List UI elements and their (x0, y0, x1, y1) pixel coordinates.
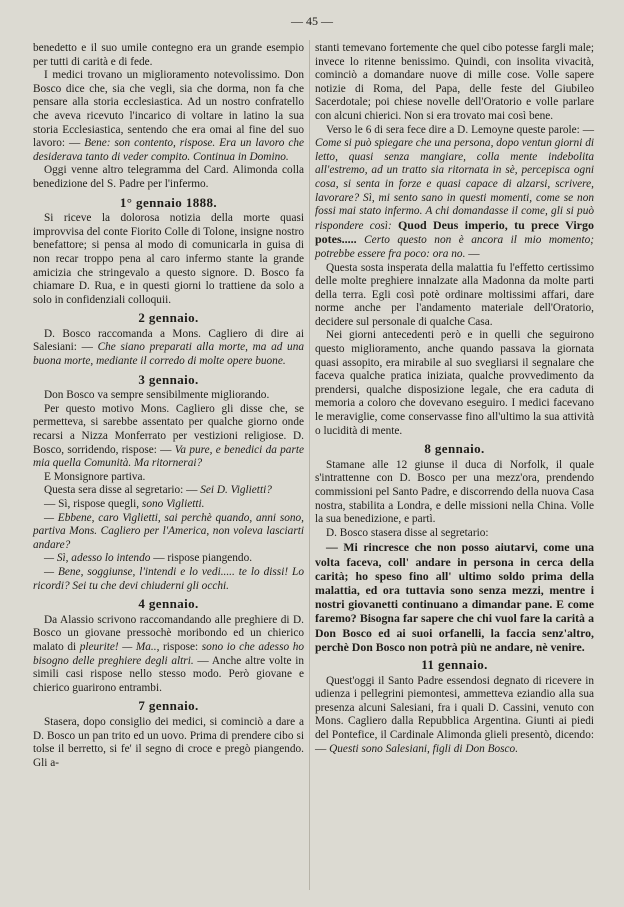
paragraph: D. Bosco stasera disse al segretario: (326, 526, 489, 539)
date-heading: 3 gennaio. (138, 371, 199, 387)
date-heading: 1° gennaio 1888. (119, 194, 218, 210)
paragraph: Questa sosta insperata della malattia fu l'effetto certissimo delle molte preghiere innalzate alla Madonna da molte parti della terra. Egli così potè ordinare moltissimi affari, dare norme anche per l'andamento materiale dell'Oratorio, decidere sul personale di qualche Casa. (315, 261, 594, 328)
paragraph: — Sì, rispose quegli, sono Viglietti. (44, 498, 205, 510)
right-column (315, 42, 594, 756)
left-column (33, 42, 304, 770)
date-heading: 8 gennaio. (424, 441, 485, 457)
page-number: — 45 — (291, 14, 333, 28)
paragraph: Stasera, dopo consiglio dei medici, si cominciò a dare a D. Bosco un pan trito ed un uovo. Prima di prendere cibo si tolse il berretto, si fe' il segno di croce e pregò piangendo. Gli a- (33, 715, 304, 769)
paragraph: — Mi rincresce che non posso aiutarvi, come una volta faceva, coll' andare in persona in cerca della carità; ho speso fino all' ultimo soldo prima della malattia, ed ora tuttavia sono senza mezzi, mentre i nostri giovanetti continuano a dimandar pane. E come faremo? Bisogna far sapere che chi vuol fare la carità a Don Bosco ed ai suoi orfanelli, la faccia senz'altro, perchè Don Bosco non potrà più ne andare, nè venire. (315, 540, 594, 654)
paragraph: stanti temevano fortemente che quel cibo potesse fargli male; invece lo ritenne benissimo. Quindi, con insolita vivacità, cominciò a domandare nuove di mille cose. Volle sapere notizie di Roma, del Papa, delle feste del Giubileo Sacerdotale; poi chiese novelle dell'Oratorio e volle parlare con alcuni chierici. Non si era trovato mai così bene. (315, 42, 594, 122)
paragraph: Quest'oggi il Santo Padre essendosi degnato di ricevere in udienza i pellegrini piemontesi, ammetteva eziandio alla sua presenza alcuni Salesiani, fra i quali D. Cassini, venuto con Mons. Cagliero dalla Repubblica Argentina. Giunti ai piedi del Pontefice, il Cardinale Alimonda glieli presentò, dicendo: — Questi sono Salesiani, figli di Don Bosco. (315, 674, 594, 755)
date-heading: 11 gennaio. (421, 657, 488, 672)
paragraph: D. Bosco raccomanda a Mons. Cagliero di dire ai Salesiani: — Che siano preparati alla morte, ma ad una buona morte, mediante il corredo di molte opere buone. (33, 327, 305, 368)
paragraph: — Ebbene, caro Viglietti, sai perchè quando, anni sono, partiva Mons. Cagliero per l'America, non voleva lasciarti andare? (33, 511, 304, 551)
paragraph: Da Alassio scrivono raccomandando alle preghiere di D. Bosco un giovane pressochè moribondo ed un chierico malato di pleurite! — Ma.., rispose: sono io che adesso ho bisogno delle preghiere degli altri. — Anche altre volte in simili casi rispose nello stesso modo. Però giovane e chierico guarirono entrambi. (33, 613, 305, 694)
date-heading: 4 gennaio. (138, 596, 199, 612)
paragraph: — Bene, soggiunse, l'intendi e lo vedi..... te lo dissi! Lo ricordi? Sei tu che devi chiuderni gli occhi. (33, 565, 304, 592)
paragraph: benedetto e il suo umile contegno era un grande esempio per tutti di carità e di fede. (33, 42, 304, 68)
paragraph: E Monsignore partiva. (44, 470, 146, 483)
paragraph: Per questo motivo Mons. Cagliero gli disse che, se permetteva, si sarebbe assentato per qualche giorno onde recarsi a Nizza Monferrato per vestizioni religiose. D. Bosco, sorridendo, rispose: — Va pure, e benedici da parte mia quella Comunità. Ma ritornerai? (33, 402, 304, 470)
paragraph: Questa sera disse al segretario: — Sei D. Viglietti? (44, 484, 272, 497)
paragraph: — Sì, adesso lo intendo — rispose piangendo. (44, 552, 253, 565)
paragraph: Stamane alle 12 giunse il duca di Norfolk, il quale s'intrattenne con D. Bosco per una mezz'ora, prendendo commissioni pel Santo Padre, e discorrendo della nuova Casa nostra, stabilita a Londra, e delle missioni nella China. Volle la sua benedizione, e partì. (315, 458, 594, 526)
paragraph: Oggi venne altro telegramma del Card. Alimonda colla benedizione del S. Padre per l'infermo. (33, 164, 304, 190)
paragraph: I medici trovano un miglioramento notevolissimo. Don Bosco dice che, sia che vegli, sia che dorma, non fa che pensare alla storia ecclesiastica. Ad un nostro confratello che aveva ricevuto l'incarico di voltare in latino la sua storia Ecclesiastica, sentendo che era omai al fine del suo lavoro: — Bene: son contento, rispose. Era un lavoro che desiderava tanto di veder compito. Continua in Domino. (33, 69, 305, 163)
paragraph: Verso le 6 di sera fece dire a D. Lemoyne queste parole: — Come si può spiegare che una persona, dopo ventun giorni di letto, quasi senza mangiare, colla mente indebolita all'estremo, ad un tratto sia ritornata in sè, percepisca ogni cosa, si senta in forze e quasi capace di alzarsi, scrivere, lavorare? Sì, mi sento sano in questi momenti, come se non fossi mai stato infermo. A chi domandasse il come, gli si può rispondere così: Quod Deus imperio, tu prece Virgo potes..... Certo questo non è ancora il mio momento; potrebbe essere fra poco: ora no. — (315, 123, 594, 260)
column-divider (309, 40, 310, 890)
date-heading: 2 gennaio. (138, 310, 199, 326)
date-heading: 7 gennaio. (138, 698, 199, 714)
paragraph: Nei giorni antecedenti però e in quelli che seguirono questo miglioramento, anche quando passava la giornata quasi assopito, era mirabile al suo svegliarsi il segnalare che faceva qualche pratica iniziata, qualche provvedimento da prendersi, qualche disposizione legale, che era caduta di memoria a coloro che dovevano eseguiro. I medici facevano le meraviglie, come conservasse fino all'ultimo la sua attività o lucidità di mente. (315, 329, 594, 437)
paragraph: Si riceve la dolorosa notizia della morte quasi improvvisa del conte Fiorito Colle di Tolone, insigne nostro benefattore; si pensa al modo di comunicarla in guisa di non recar troppo pena al caro infermo stante la grande amicizia che stringevalo a questo signore. D. Bosco fa chiamare D. Rua, e in questi giorni lo trattiene da solo a solo in confidenziali colloquii. (33, 212, 304, 306)
paragraph: Don Bosco va sempre sensibilmente migliorando. (44, 389, 270, 402)
